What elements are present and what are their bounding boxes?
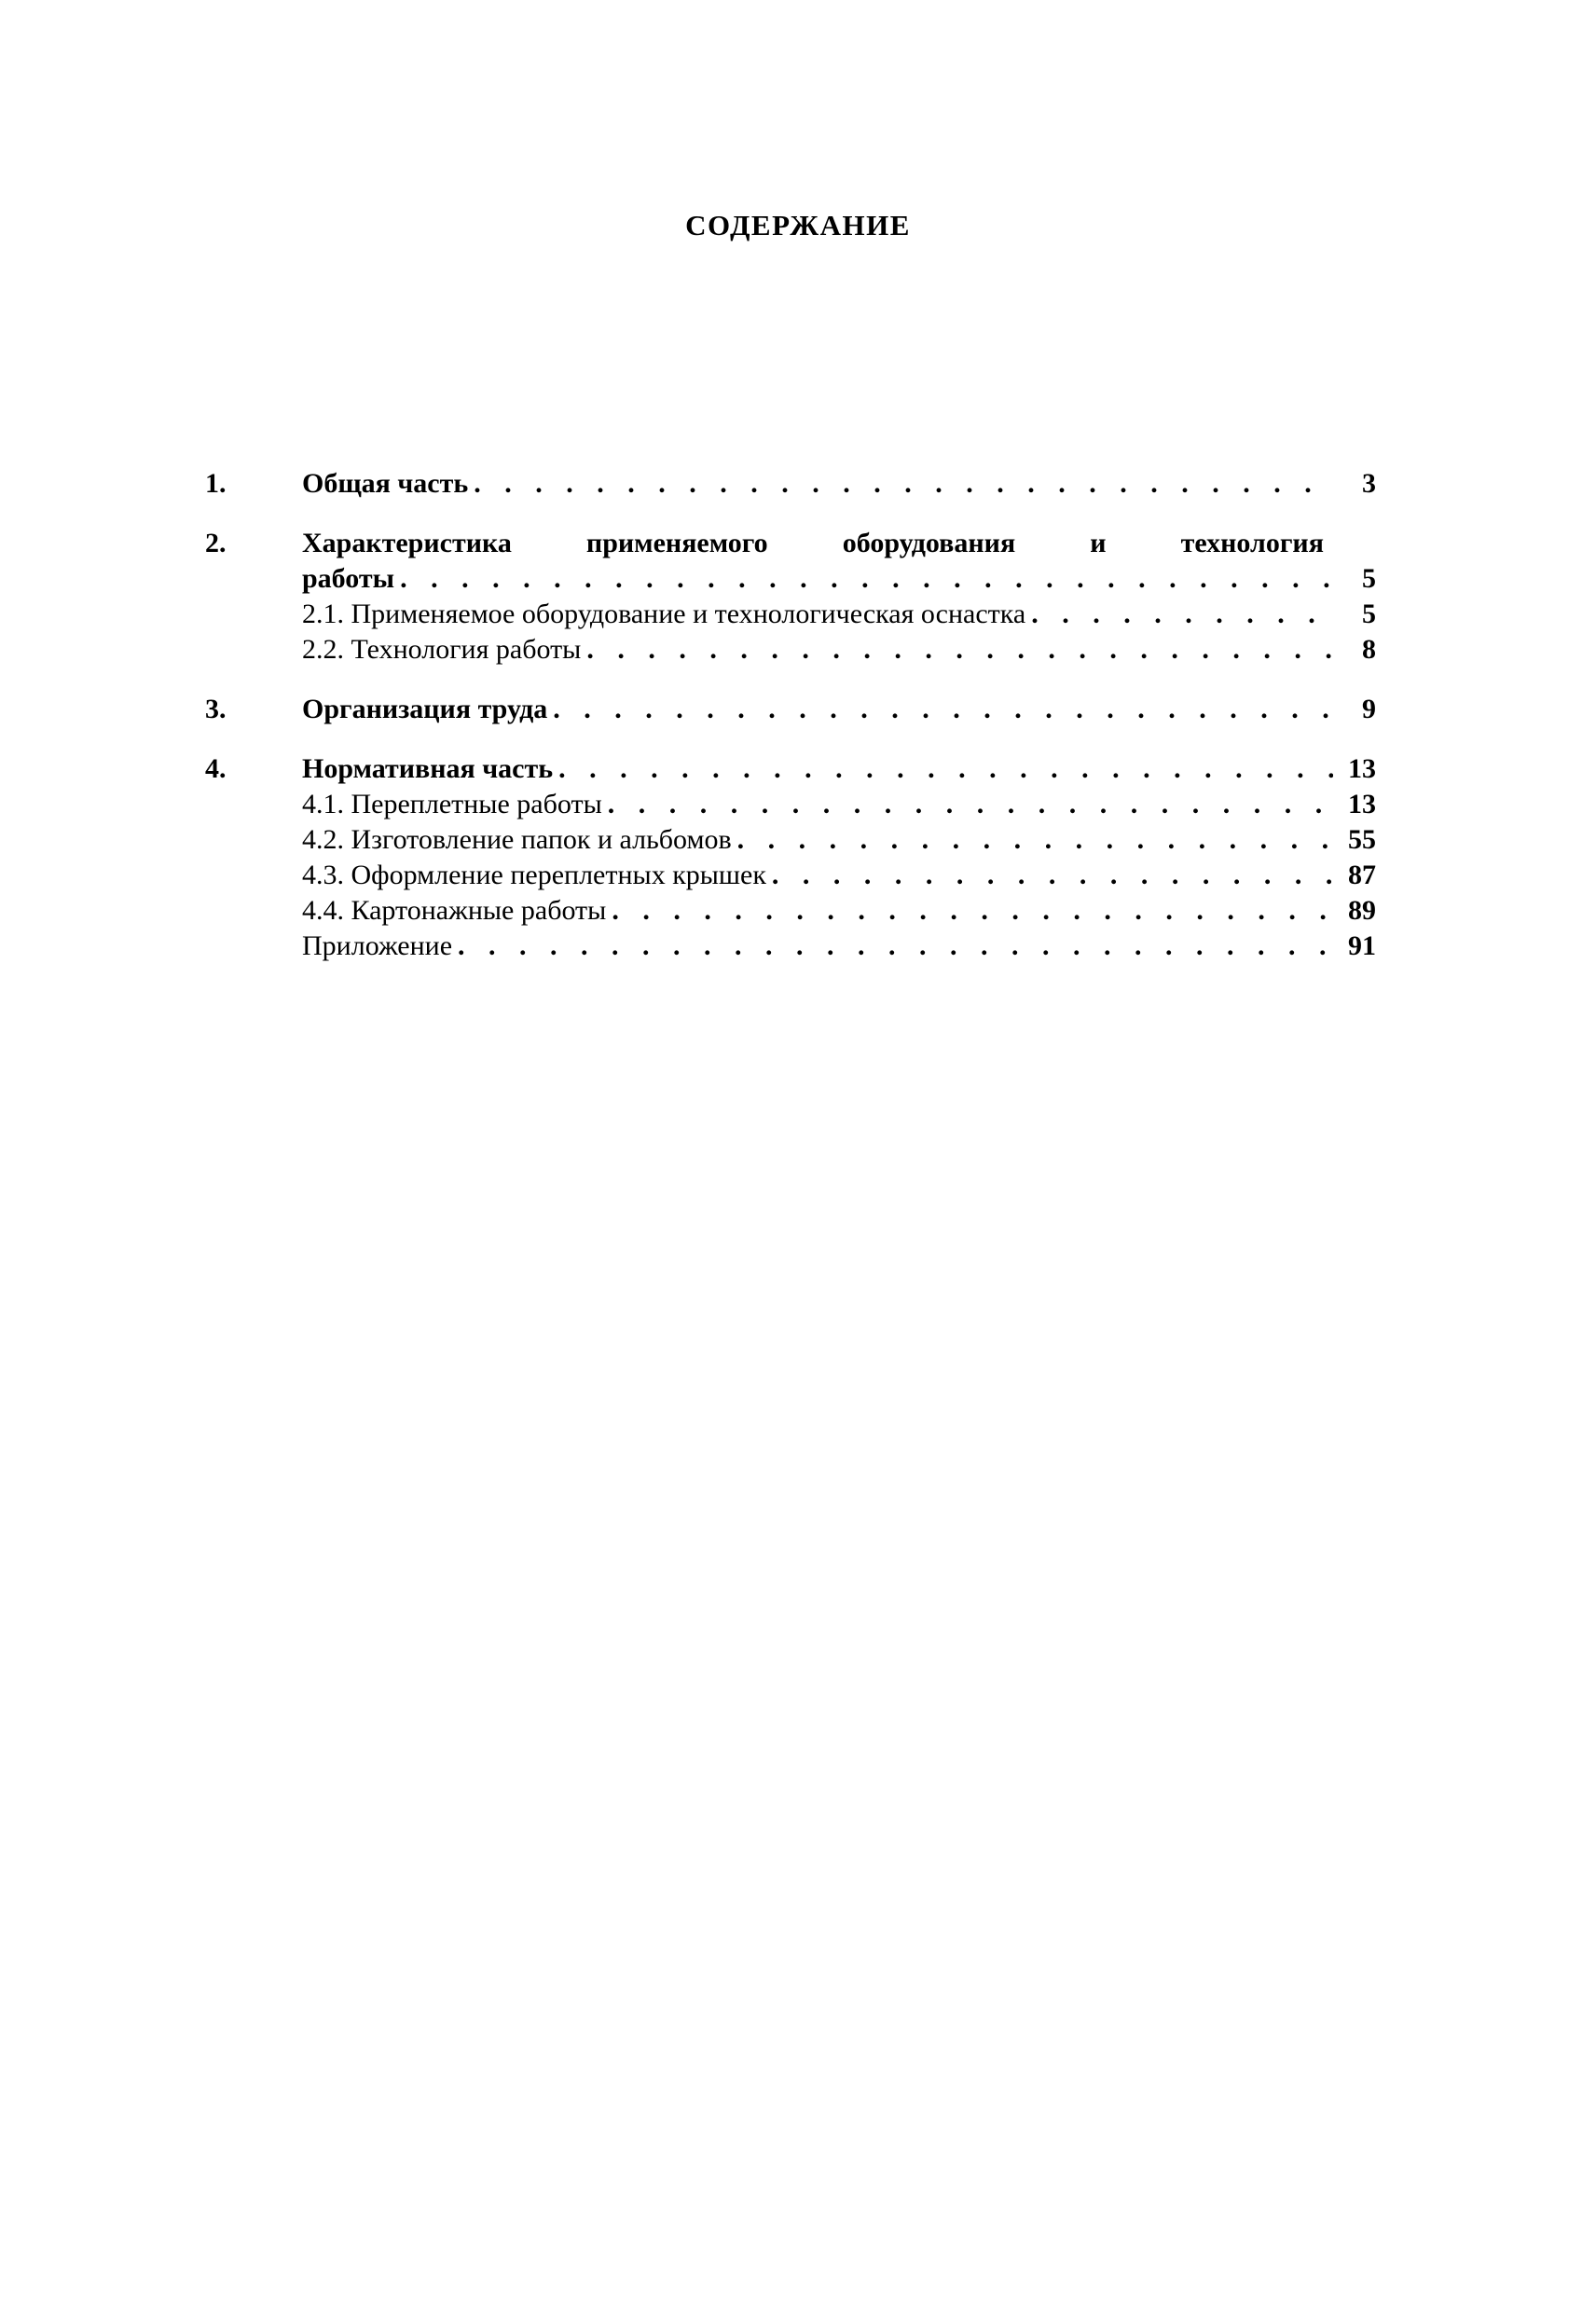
toc-entry[interactable]: [205, 692, 1376, 727]
toc-entry-title-line: Характеристика применяемого оборудования и технология: [302, 528, 1324, 558]
toc-entry[interactable]: [205, 751, 1376, 787]
toc-subentry-page: 89: [1348, 895, 1376, 926]
toc-subentry-title: 2.2. Технология работы: [302, 634, 582, 665]
toc-entry[interactable]: [205, 561, 1376, 597]
dot-leader: [553, 692, 1333, 727]
toc-subentry[interactable]: [205, 632, 1376, 668]
toc-subentry[interactable]: [205, 858, 1376, 893]
toc-subentry-title: 2.1. Применяемое оборудование и технологическая оснастка: [302, 599, 1026, 629]
toc-subentry-title: Приложение: [302, 930, 453, 961]
toc-subentry-title: 4.1. Переплетные работы: [302, 789, 602, 819]
toc-subentry[interactable]: [205, 822, 1376, 858]
dot-leader: [458, 929, 1333, 964]
toc-section-1: [205, 466, 1376, 502]
toc-subentry-title: 4.2. Изготовление папок и альбомов: [302, 824, 732, 855]
dot-leader: [400, 561, 1333, 597]
toc-subentry[interactable]: [205, 893, 1376, 929]
toc-entry-title: работы: [302, 563, 395, 594]
toc-section-4: [205, 751, 1376, 964]
toc-entry-number: 3.: [205, 694, 227, 724]
toc-subentry-page: 91: [1348, 930, 1376, 961]
toc-entry[interactable]: [205, 466, 1376, 502]
dot-leader: [772, 858, 1333, 893]
toc-section-2: [205, 526, 1376, 668]
dot-leader: [558, 751, 1333, 787]
toc-subentry-page: 87: [1348, 860, 1376, 890]
dot-leader: [586, 632, 1333, 668]
toc-subentry[interactable]: [205, 597, 1376, 632]
toc-entry-number: 1.: [205, 468, 227, 499]
toc-subentry-page: 5: [1362, 599, 1376, 629]
toc-entry-page: 9: [1362, 694, 1376, 724]
toc-subentry-page: 55: [1348, 824, 1376, 855]
toc-entry-page: 13: [1348, 753, 1376, 784]
toc-subentry-title: 4.3. Оформление переплетных крышек: [302, 860, 766, 890]
dot-leader: [612, 893, 1333, 929]
toc-subentry-page: 8: [1362, 634, 1376, 665]
toc-entry-number: 2.: [205, 528, 227, 558]
dot-leader: [608, 787, 1333, 822]
toc-entry-title: Общая часть: [302, 468, 469, 499]
toc-entry-page: 5: [1362, 563, 1376, 594]
toc-subentry[interactable]: [205, 929, 1376, 964]
toc-entry-heading[interactable]: [205, 526, 1376, 561]
dot-leader: [474, 466, 1333, 502]
toc-entry-page: 3: [1362, 468, 1376, 499]
toc-entry-title: Нормативная часть: [302, 753, 554, 784]
toc-section-3: [205, 692, 1376, 727]
toc-subentry-page: 13: [1348, 789, 1376, 819]
page-title: СОДЕРЖАНИЕ: [685, 209, 911, 241]
toc-entry-number: 4.: [205, 753, 227, 784]
toc-entry-title: Организация труда: [302, 694, 548, 724]
dot-leader: [1031, 597, 1333, 632]
table-of-contents: [205, 466, 1376, 988]
toc-subentry[interactable]: [205, 787, 1376, 822]
dot-leader: [737, 822, 1333, 858]
toc-subentry-title: 4.4. Картонажные работы: [302, 895, 607, 926]
